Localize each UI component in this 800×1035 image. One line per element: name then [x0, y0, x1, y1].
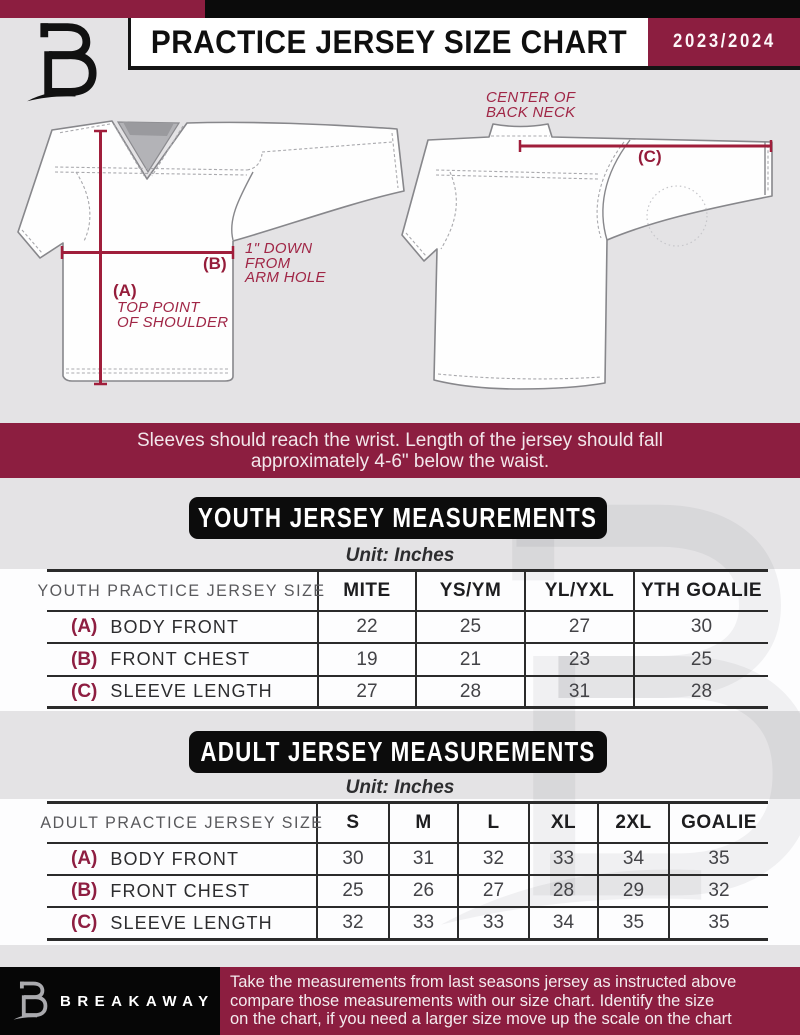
adult-a-xl: 33 [528, 842, 597, 874]
fit-note-line1: Sleeves should reach the wrist. Length of the jersey should fall [137, 430, 663, 451]
back-jersey-drawing [402, 124, 772, 389]
fit-note-banner [0, 423, 800, 478]
footer-brand-name: BREAKAWAY [60, 992, 215, 1010]
measure-b-key: (B) [203, 254, 227, 273]
measure-a-note-line2: OF SHOULDER [117, 313, 229, 331]
youth-a-ylyxl: 27 [524, 610, 633, 642]
measure-a-note [117, 301, 228, 330]
youth-b-goalie: 25 [633, 642, 768, 675]
adult-row-body-front-label [47, 842, 316, 874]
adult-size-col-header-text: ADULT PRACTICE JERSEY SIZE [39, 813, 324, 832]
adult-row-c-label: SLEEVE LENGTH [110, 912, 273, 933]
adult-c-goalie: 35 [668, 906, 768, 938]
adult-b-2xl: 29 [597, 874, 668, 906]
adult-section-heading [189, 731, 607, 773]
youth-row-front-chest-label [47, 642, 317, 675]
adult-a-l: 32 [457, 842, 528, 874]
measure-b-note-line2: FROM [245, 254, 291, 272]
youth-a-goalie: 30 [633, 610, 768, 642]
footer-instructions-line2: compare those measurements with our size chart. Identify the size [230, 991, 715, 1010]
top-strip-maroon [0, 0, 205, 18]
adult-b-m: 26 [388, 874, 457, 906]
measure-b-note [245, 242, 326, 286]
measure-b-note-line1: 1" DOWN [245, 240, 313, 257]
youth-b-mite: 19 [317, 642, 415, 675]
season-badge [648, 18, 800, 66]
youth-row-c-label: SLEEVE LENGTH [110, 681, 273, 701]
measure-c-key: (C) [638, 147, 662, 166]
page-title: PRACTICE JERSEY SIZE CHART [151, 23, 628, 60]
adult-a-s: 30 [316, 842, 388, 874]
youth-a-mite: 22 [317, 610, 415, 642]
adult-heading-label: ADULT JERSEY MEASUREMENTS [200, 736, 596, 767]
youth-c-ysym: 28 [415, 675, 524, 706]
adult-b-xl: 28 [528, 874, 597, 906]
adult-unit-label: Unit: Inches [345, 777, 455, 798]
top-strip-black [205, 0, 800, 18]
adult-size-l: L [457, 804, 528, 842]
adult-a-m: 31 [388, 842, 457, 874]
adult-row-sleeve-length-label [47, 906, 316, 938]
measure-a-key: (A) [113, 281, 137, 300]
measure-b-note-line3: ARM HOLE [245, 269, 326, 286]
youth-row-a-label: BODY FRONT [110, 616, 240, 637]
measure-c-note-line1: CENTER OF [486, 89, 576, 106]
adult-row-c-key: (C) [71, 912, 98, 933]
youth-c-mite: 27 [317, 675, 415, 706]
youth-row-b-key: (B) [71, 648, 98, 670]
youth-section-heading [189, 497, 607, 539]
youth-row-body-front-label [47, 610, 317, 642]
youth-heading-label: YOUTH JERSEY MEASUREMENTS [198, 502, 598, 533]
youth-row-c-key: (C) [71, 680, 98, 702]
adult-a-goalie: 35 [668, 842, 768, 874]
adult-c-m: 33 [388, 906, 457, 938]
youth-row-sleeve-length-label [47, 675, 317, 706]
youth-size-mite: MITE [317, 572, 415, 610]
measure-c-note [486, 91, 575, 120]
adult-c-s: 32 [316, 906, 388, 938]
youth-size-goalie: YTH GOALIE [633, 572, 768, 610]
adult-b-s: 25 [316, 874, 388, 906]
adult-size-2xl: 2XL [597, 804, 668, 842]
adult-a-2xl: 34 [597, 842, 668, 874]
youth-c-ylyxl: 31 [524, 675, 633, 706]
adult-b-goalie: 32 [668, 874, 768, 906]
footer-instructions-line1: Take the measurements from last seasons jersey as instructed above [230, 973, 737, 991]
youth-size-ylyxl: YL/YXL [524, 572, 633, 610]
youth-b-ysym: 21 [415, 642, 524, 675]
youth-size-ysym: YS/YM [415, 572, 524, 610]
adult-size-s: S [316, 804, 388, 842]
adult-row-b-key: (B) [71, 880, 98, 901]
title-bar-white [128, 18, 648, 66]
season-label: 2023/2024 [672, 31, 776, 52]
adult-c-xl: 34 [528, 906, 597, 938]
fit-note-line2: approximately 4-6" below the waist. [250, 451, 550, 472]
footer [0, 967, 800, 1035]
youth-size-col-header [37, 572, 327, 610]
adult-size-xl: XL [528, 804, 597, 842]
youth-size-col-header-text: YOUTH PRACTICE JERSEY SIZE [37, 581, 327, 600]
adult-size-col-header [39, 804, 324, 842]
adult-size-table [39, 801, 768, 941]
footer-brand-block [0, 967, 220, 1035]
adult-c-l: 33 [457, 906, 528, 938]
youth-a-ysym: 25 [415, 610, 524, 642]
youth-unit-label: Unit: Inches [345, 545, 455, 566]
youth-c-goalie: 28 [633, 675, 768, 706]
footer-instructions [220, 967, 800, 1035]
measure-c-note-line2: BACK NECK [486, 103, 576, 121]
jersey-diagram [0, 60, 800, 428]
youth-size-table [37, 569, 768, 709]
adult-size-goalie: GOALIE [668, 804, 768, 842]
measure-a-note-line1: TOP POINT [117, 299, 200, 316]
adult-row-a-label: BODY FRONT [110, 848, 240, 869]
adult-b-l: 27 [457, 874, 528, 906]
adult-row-b-label: FRONT CHEST [110, 880, 251, 901]
footer-breakaway-logo-icon [12, 980, 50, 1022]
adult-size-m: M [388, 804, 457, 842]
footer-instructions-line3: on the chart, if you need a larger size move up the scale on the chart [230, 1010, 732, 1029]
adult-c-2xl: 35 [597, 906, 668, 938]
adult-row-a-key: (A) [71, 848, 98, 869]
youth-b-ylyxl: 23 [524, 642, 633, 675]
youth-row-b-label: FRONT CHEST [110, 649, 251, 669]
adult-row-front-chest-label [47, 874, 316, 906]
youth-row-a-key: (A) [71, 616, 98, 637]
